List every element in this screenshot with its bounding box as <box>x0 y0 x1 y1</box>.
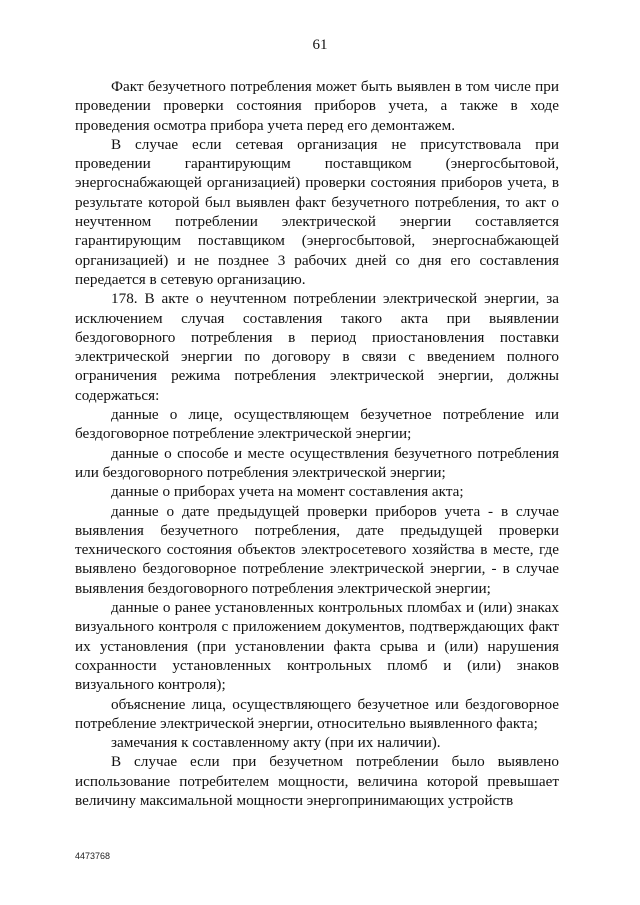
paragraph: объяснение лица, осуществляющего безучетное или бездоговорное потребление электрической энергии, относительно выявленного факта; <box>75 695 559 732</box>
paragraph: данные о приборах учета на момент составления акта; <box>111 483 464 501</box>
paragraph: данные о ранее установленных контрольных пломбах и (или) знаках визуального контроля с приложением документов, подтверждающих факт их установления (при установлении факта срыва и (или) нарушения сохранности установленных контрольных пломб и (или) знаков визуального контроля); <box>75 599 559 694</box>
paragraph: 178. В акте о неучтенном потреблении электрической энергии, за исключением случая составления такого акта при выявлении бездоговорного потребления в период приостановления поставки электрической энергии по договору в связи с введением полного ограничения режима потребления электрической энергии, должны содержаться: <box>75 290 559 404</box>
paragraph: В случае если сетевая организация не присутствовала при проведении гарантирующим поставщиком (энергосбытовой, энергоснабжающей организацией) проверки состояния приборов учета, в результате которой был выявлен факт безучетного потребления, то акт о неучтенном потреблении электрической энергии составляется гарантирующим поставщиком (энергосбытовой, энергоснабжающей организацией) и не позднее 3 рабочих дней со дня его составления передается в сетевую организацию. <box>75 135 559 288</box>
document-body <box>75 77 559 810</box>
paragraph: замечания к составленному акту (при их наличии). <box>111 734 441 752</box>
paragraph: данные о дате предыдущей проверки приборов учета - в случае выявления безучетного потребления, дате предыдущей проверки технического состояния объектов электросетевого хозяйства в месте, где выявлено бездоговорное потребление электрической энергии, - в случае выявления бездоговорного потребления электрической энергии; <box>75 502 559 597</box>
page-number: 61 <box>312 37 328 53</box>
paragraph: данные о способе и месте осуществления безучетного потребления или бездоговорного потребления электрической энергии; <box>75 444 559 481</box>
paragraph: В случае если при безучетном потреблении было выявлено использование потребителем мощности, величина которой превышает величину максимальной мощности энергопринимающих устройств <box>75 753 559 809</box>
paragraph: данные о лице, осуществляющем безучетное потребление или бездоговорное потребление электрической энергии; <box>75 406 559 443</box>
document-id: 4473768 <box>75 851 111 861</box>
paragraph: Факт безучетного потребления может быть выявлен в том числе при проведении проверки состояния приборов учета, а также в ходе проведения осмотра прибора учета перед его демонтажем. <box>75 78 559 134</box>
